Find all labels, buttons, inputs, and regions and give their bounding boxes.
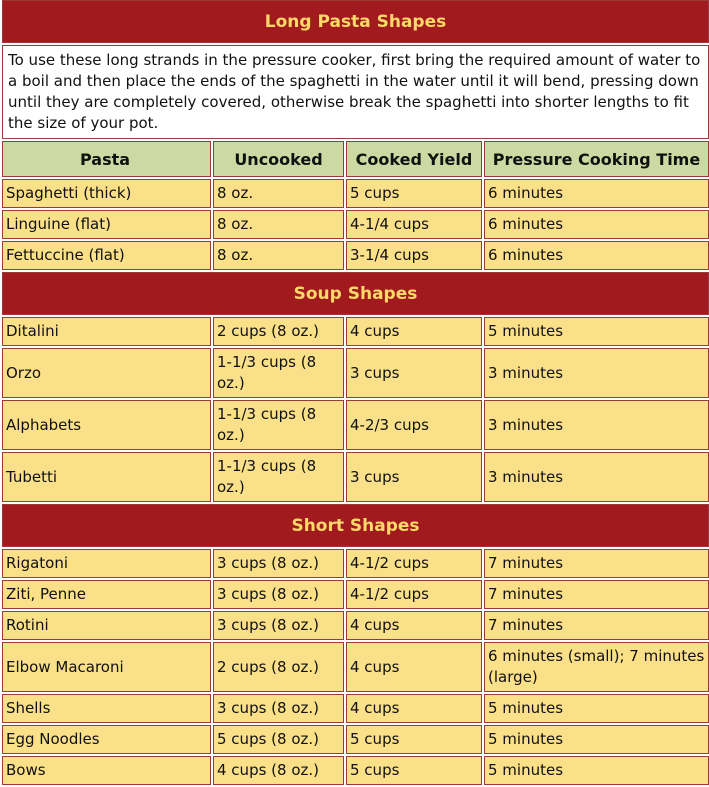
uncooked-cell: 2 cups (8 oz.) [213, 642, 344, 692]
pasta-cell: Rotini [2, 611, 211, 640]
yield-cell: 3-1/4 cups [346, 241, 482, 270]
time-cell: 3 minutes [484, 452, 709, 502]
uncooked-cell: 1-1/3 cups (8 oz.) [213, 348, 344, 398]
yield-cell: 4-2/3 cups [346, 400, 482, 450]
table-row [2, 179, 709, 208]
column-header-cooking-time: Pressure Cooking Time [484, 141, 709, 177]
section-title: Soup Shapes [2, 272, 709, 315]
uncooked-cell: 2 cups (8 oz.) [213, 317, 344, 346]
intro-text: To use these long strands in the pressure cooker, first bring the required amount of water to a boil and then place the ends of the spaghetti in the water until it will bend, pressing down until they are completely covered, otherwise break the spaghetti into shorter lengths to fit the size of your pot. [2, 45, 709, 139]
section-header-long-pasta [2, 0, 709, 43]
yield-cell: 5 cups [346, 725, 482, 754]
table-row [2, 694, 709, 723]
time-cell: 7 minutes [484, 611, 709, 640]
uncooked-cell: 3 cups (8 oz.) [213, 611, 344, 640]
time-cell: 6 minutes [484, 241, 709, 270]
time-cell: 3 minutes [484, 400, 709, 450]
yield-cell: 4 cups [346, 317, 482, 346]
section-title: Long Pasta Shapes [2, 0, 709, 43]
time-cell: 6 minutes [484, 210, 709, 239]
time-cell: 3 minutes [484, 348, 709, 398]
pasta-cell: Elbow Macaroni [2, 642, 211, 692]
uncooked-cell: 5 cups (8 oz.) [213, 725, 344, 754]
time-cell: 5 minutes [484, 756, 709, 785]
yield-cell: 4-1/2 cups [346, 580, 482, 609]
pasta-cell: Shells [2, 694, 211, 723]
column-header-row [2, 141, 709, 177]
column-header-pasta: Pasta [2, 141, 211, 177]
pasta-cell: Ditalini [2, 317, 211, 346]
uncooked-cell: 3 cups (8 oz.) [213, 580, 344, 609]
yield-cell: 4-1/2 cups [346, 549, 482, 578]
section-header-soup [2, 272, 709, 315]
pasta-cell: Orzo [2, 348, 211, 398]
table-row [2, 210, 709, 239]
table-row [2, 241, 709, 270]
table-row [2, 756, 709, 785]
time-cell: 6 minutes [484, 179, 709, 208]
time-cell: 7 minutes [484, 580, 709, 609]
pasta-cell: Bows [2, 756, 211, 785]
yield-cell: 5 cups [346, 179, 482, 208]
table-row [2, 452, 709, 502]
time-cell: 5 minutes [484, 694, 709, 723]
table-row [2, 549, 709, 578]
pasta-cell: Tubetti [2, 452, 211, 502]
table-row [2, 400, 709, 450]
pasta-cell: Fettuccine (flat) [2, 241, 211, 270]
table-row [2, 580, 709, 609]
column-header-cooked-yield: Cooked Yield [346, 141, 482, 177]
uncooked-cell: 3 cups (8 oz.) [213, 549, 344, 578]
yield-cell: 4 cups [346, 611, 482, 640]
pasta-cell: Spaghetti (thick) [2, 179, 211, 208]
intro-row [2, 45, 709, 139]
pasta-cell: Linguine (flat) [2, 210, 211, 239]
yield-cell: 4-1/4 cups [346, 210, 482, 239]
table-row [2, 725, 709, 754]
uncooked-cell: 3 cups (8 oz.) [213, 694, 344, 723]
table-row [2, 348, 709, 398]
pasta-cell: Ziti, Penne [2, 580, 211, 609]
uncooked-cell: 8 oz. [213, 241, 344, 270]
pasta-cell: Rigatoni [2, 549, 211, 578]
uncooked-cell: 8 oz. [213, 179, 344, 208]
uncooked-cell: 4 cups (8 oz.) [213, 756, 344, 785]
time-cell: 6 minutes (small); 7 minutes (large) [484, 642, 709, 692]
time-cell: 5 minutes [484, 317, 709, 346]
yield-cell: 4 cups [346, 642, 482, 692]
uncooked-cell: 1-1/3 cups (8 oz.) [213, 400, 344, 450]
time-cell: 7 minutes [484, 549, 709, 578]
yield-cell: 3 cups [346, 452, 482, 502]
pasta-cell: Egg Noodles [2, 725, 211, 754]
time-cell: 5 minutes [484, 725, 709, 754]
section-header-short [2, 504, 709, 547]
table-row [2, 611, 709, 640]
uncooked-cell: 1-1/3 cups (8 oz.) [213, 452, 344, 502]
column-header-uncooked: Uncooked [213, 141, 344, 177]
uncooked-cell: 8 oz. [213, 210, 344, 239]
yield-cell: 3 cups [346, 348, 482, 398]
yield-cell: 5 cups [346, 756, 482, 785]
yield-cell: 4 cups [346, 694, 482, 723]
table-row [2, 317, 709, 346]
table-row [2, 642, 709, 692]
section-title: Short Shapes [2, 504, 709, 547]
pasta-cell: Alphabets [2, 400, 211, 450]
